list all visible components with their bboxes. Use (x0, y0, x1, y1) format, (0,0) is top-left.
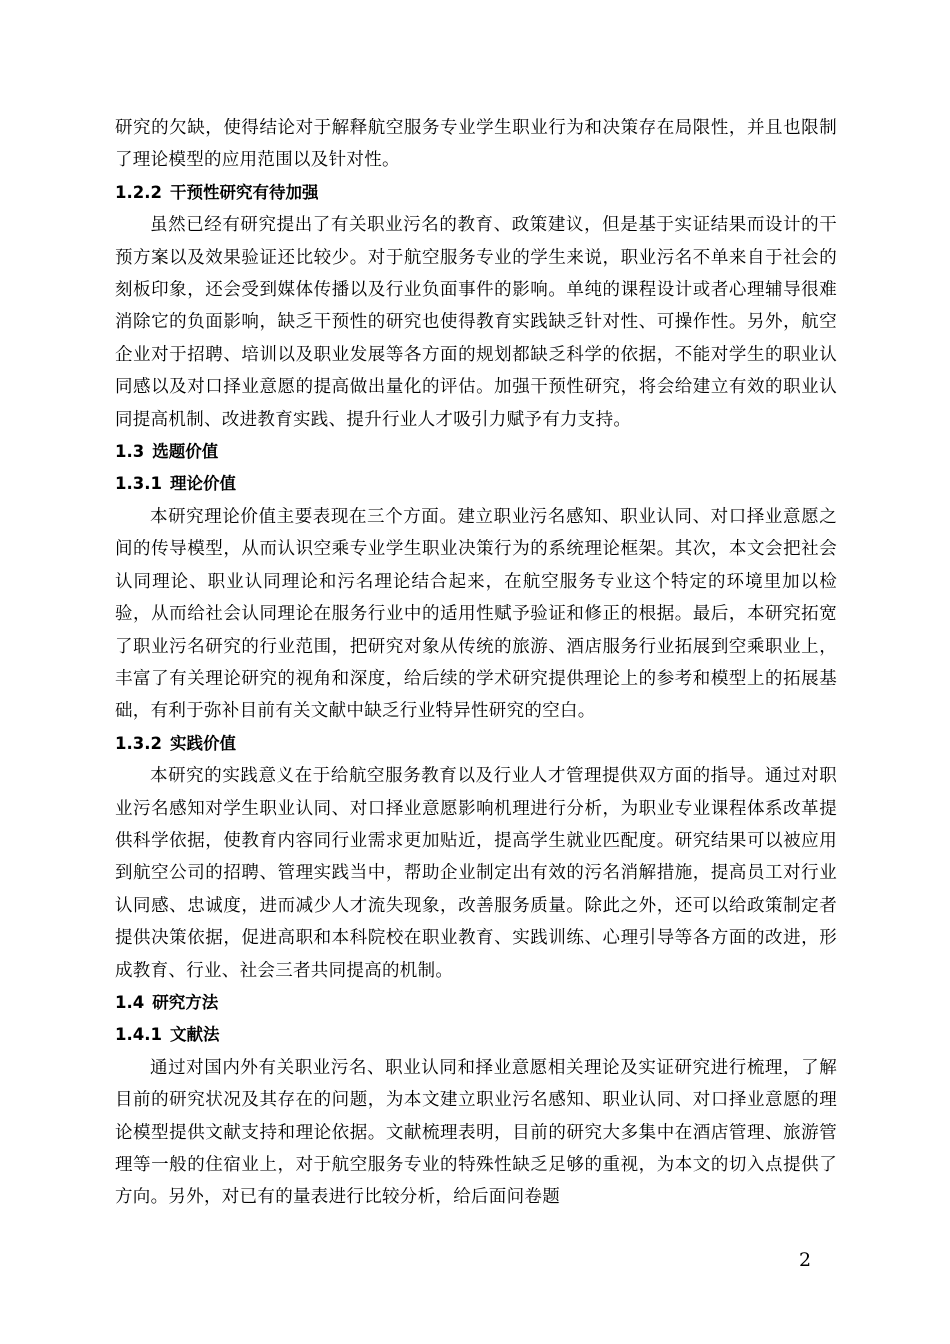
section-number: 1.3.1 (115, 474, 162, 494)
section-title: 干预性研究有待加强 (169, 182, 319, 202)
paragraph-literature-method: 通过对国内外有关职业污名、职业认同和择业意愿相关理论及实证研究进行梳理，了解目前的研究状况及其存在的问题，为本文建立职业污名感知、职业认同、对口择业意愿的理论模型提供文献支持和理论依据。文献梳理表明，目前的研究大多集中在酒店管理、旅游管理等一般的住宿业上，对于航空服务专业的特殊性缺乏足够的重视，为本文的切入点提供了方向。另外，对已有的量表进行比较分析，给后面问卷题 (115, 1057, 837, 1208)
section-heading-1-4 (115, 987, 837, 1019)
section-title: 研究方法 (152, 992, 219, 1012)
section-number: 1.3 (115, 442, 145, 462)
page-body (115, 112, 837, 1214)
section-title: 选题价值 (152, 442, 219, 462)
section-number: 1.4 (115, 992, 145, 1012)
page-number: 2 (798, 1249, 812, 1271)
paragraph-practical-value: 本研究的实践意义在于给航空服务教育以及行业人才管理提供双方面的指导。通过对职业污名感知对学生职业认同、对口择业意愿影响机理进行分析，为职业专业课程体系改革提供科学依据，使教育内容同行业需求更加贴近，提高学生就业匹配度。研究结果可以被应用到航空公司的招聘、管理实践当中，帮助企业制定出有效的污名消解措施，提高员工对行业认同感、忠诚度，进而减少人才流失现象，改善服务质量。除此之外，还可以给政策制定者提供决策依据，促进高职和本科院校在职业教育、实践训练、心理引导等各方面的改进，形成教育、行业、社会三者共同提高的机制。 (115, 766, 837, 981)
section-title: 实践价值 (169, 733, 236, 753)
section-heading-1-3 (115, 436, 837, 468)
section-number: 1.3.2 (115, 733, 162, 753)
section-heading-1-3-1 (115, 468, 837, 500)
section-title: 文献法 (169, 1025, 220, 1045)
paragraph-intervention-research: 虽然已经有研究提出了有关职业污名的教育、政策建议，但是基于实证结果而设计的干预方案以及效果验证还比较少。对于航空服务专业的学生来说，职业污名不单来自于社会的刻板印象，还会受到媒体传播以及行业负面事件的影响。单纯的课程设计或者心理辅导很难消除它的负面影响，缺乏干预性的研究也使得教育实践缺乏针对性、可操作性。另外，航空企业对于招聘、培训以及职业发展等各方面的规划都缺乏科学的依据，不能对学生的职业认同感以及对口择业意愿的提高做出量化的评估。加强干预性研究，将会给建立有效的职业认同提高机制、改进教育实践、提升行业人才吸引力赋予有力支持。 (115, 215, 837, 430)
paragraph-intro-continued: 研究的欠缺，使得结论对于解释航空服务专业学生职业行为和决策存在局限性，并且也限制了理论模型的应用范围以及针对性。 (115, 118, 837, 171)
section-title: 理论价值 (169, 474, 236, 494)
section-heading-1-4-1 (115, 1019, 837, 1051)
section-number: 1.4.1 (115, 1025, 162, 1045)
section-heading-1-3-2 (115, 728, 837, 760)
section-number: 1.2.2 (115, 182, 162, 202)
section-heading-1-2-2 (115, 177, 837, 209)
paragraph-theoretical-value: 本研究理论价值主要表现在三个方面。建立职业污名感知、职业认同、对口择业意愿之间的传导模型，从而认识空乘专业学生职业决策行为的系统理论框架。其次，本文会把社会认同理论、职业认同理论和污名理论结合起来，在航空服务专业这个特定的环境里加以检验，从而给社会认同理论在服务行业中的适用性赋予验证和修正的根据。最后，本研究拓宽了职业污名研究的行业范围，把研究对象从传统的旅游、酒店服务行业拓展到空乘职业上，丰富了有关理论研究的视角和深度，给后续的学术研究提供理论上的参考和模型上的拓展基础，有利于弥补目前有关文献中缺乏行业特异性研究的空白。 (115, 506, 837, 722)
